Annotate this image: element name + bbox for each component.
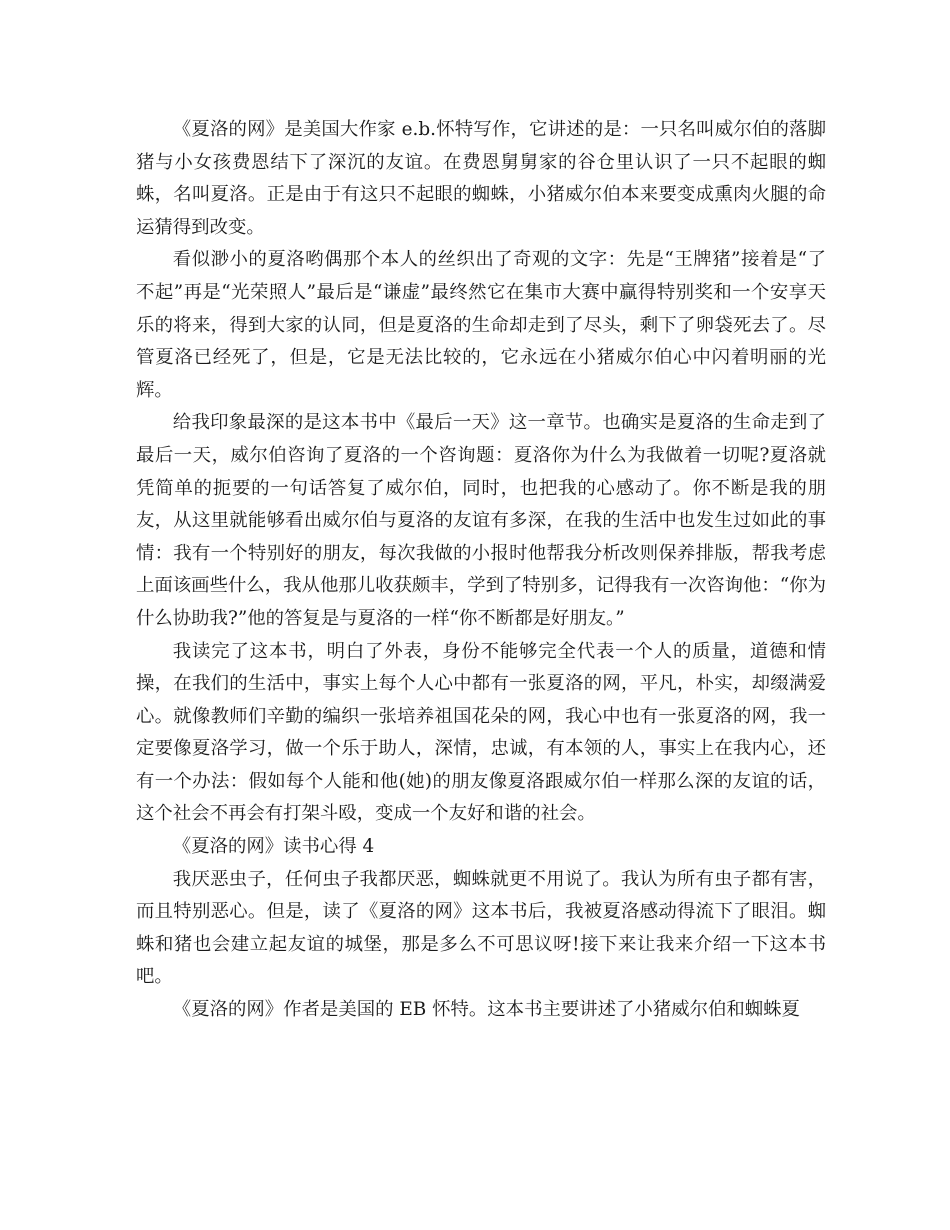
paragraph: 给我印象最深的是这本书中《最后一天》这一章节。也确实是夏洛的生命走到了最后一天，威尔伯咨询了夏洛的一个咨询题：夏洛你为什么为我做着一切呢?夏洛就凭简单的扼要的一句话答复了威尔伯，同时，也把我的心感动了。你不断是我的朋友，从这里就能够看出威尔伯与夏洛的友谊有多深，在我的生活中也发生过如此的事情：我有一个特别好的朋友，每次我做的小报时他帮我分析改则保养排版，帮我考虑上面该画些什么，我从他那儿收获颇丰，学到了特别多，记得我有一次咨询他：“你为什么协助我?”他的答复是与夏洛的一样“你不断都是好朋友。” [136,412,826,629]
paragraph: 我厌恶虫子，任何虫子我都厌恶，蜘蛛就更不用说了。我认为所有虫子都有害，而且特别恶心。但是，读了《夏洛的网》这本书后，我被夏洛感动得流下了眼泪。蜘蛛和猪也会建立起友谊的城堡，那是多么不可思议呀!接下来让我来介绍一下这本书吧。 [136,868,826,988]
paragraph: 《夏洛的网》作者是美国的 EB 怀特。这本书主要讲述了小猪威尔伯和蜘蛛夏 [172,999,800,1021]
document-body [136,114,826,1027]
paragraph: 《夏洛的网》是美国大作家 e.b.怀特写作，它讲述的是：一只名叫威尔伯的落脚猪与小女孩费恩结下了深沉的友谊。在费恩舅舅家的谷仓里认识了一只不起眼的蜘蛛，名叫夏洛。正是由于有这只不起眼的蜘蛛，小猪威尔伯本来要变成熏肉火腿的命运猜得到改变。 [136,119,826,238]
section-heading: 《夏洛的网》读书心得 4 [172,836,375,858]
paragraph: 看似渺小的夏洛哟偶那个本人的丝织出了奇观的文字：先是“王牌猪”接着是“了不起”再是“光荣照人”最后是“谦虚”最终然它在集市大赛中赢得特别奖和一个安享天乐的将来，得到大家的认同，但是夏洛的生命却走到了尽头，剩下了卵袋死去了。尽管夏洛已经死了，但是，它是无法比较的，它永远在小猪威尔伯心中闪着明丽的光辉。 [136,249,826,401]
paragraph: 我读完了这本书，明白了外表，身份不能够完全代表一个人的质量，道德和情操，在我们的生活中，事实上每个人心中都有一张夏洛的网，平凡，朴实，却缀满爱心。就像教师们辛勤的编织一张培养祖国花朵的网，我心中也有一张夏洛的网，我一定要像夏洛学习，做一个乐于助人，深情，忠诚，有本领的人，事实上在我内心，还有一个办法：假如每个人能和他(她)的朋友像夏洛跟威尔伯一样那么深的友谊的话，这个社会不再会有打架斗殴，变成一个友好和谐的社会。 [136,640,826,825]
